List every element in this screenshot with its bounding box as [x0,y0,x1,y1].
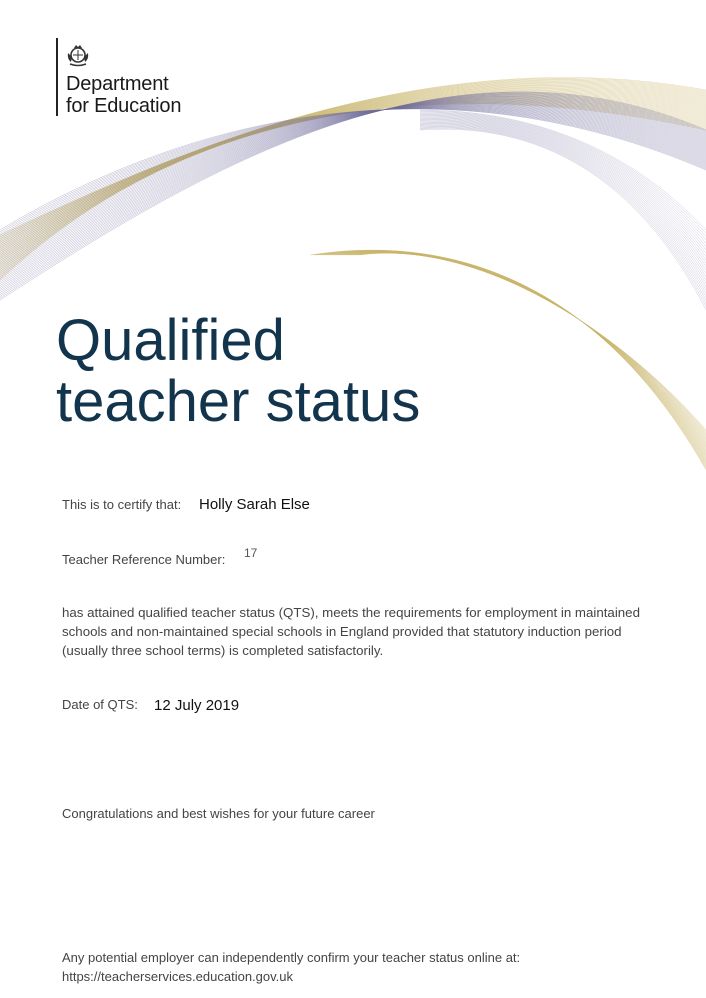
trn-label: Teacher Reference Number: [62,552,226,567]
qts-date-value: 12 July 2019 [154,697,240,714]
trn-value: 17 [244,546,258,560]
wave-line [420,117,706,257]
verification-url: https://teacherservices.education.gov.uk [62,969,293,984]
wave-line [0,105,706,257]
verification-note: Any potential employer can independently confirm your teacher status online at: [62,950,521,965]
wave-line [420,129,706,310]
certify-label: This is to certify that: [62,497,182,512]
certificate-title-line2: teacher status [56,369,421,434]
wave-line [0,99,706,271]
wave-line [310,250,706,470]
wave-line [0,101,706,271]
royal-coat-of-arms-icon [64,40,92,68]
wave-line [420,112,706,240]
wave-line [0,109,706,232]
certificate-title-line1: Qualified [56,308,285,373]
wave-line [314,250,706,466]
wave-line [0,105,706,255]
wave-line [0,108,706,237]
department-name-line1: Department [66,73,169,95]
department-name-line2: for Education [66,95,182,117]
wave-line [0,108,706,239]
wave-line [0,109,706,234]
qts-statement: has attained qualified teacher status (QTS), meets the requirements for employment in maintained schools and non-maintained special schools in England provided that statutory induction period (usually three school terms) is completed satisfactorily. [62,605,640,658]
wave-line [313,250,706,467]
wave-line [420,128,706,306]
wave-line [0,96,706,265]
logo-rule [56,38,58,116]
holder-name: Holly Sarah Else [199,496,310,513]
wave-line [311,250,706,469]
wave-line [0,104,706,261]
congratulations-message: Congratulations and best wishes for your future career [62,806,375,821]
qts-date-label: Date of QTS: [62,697,138,712]
